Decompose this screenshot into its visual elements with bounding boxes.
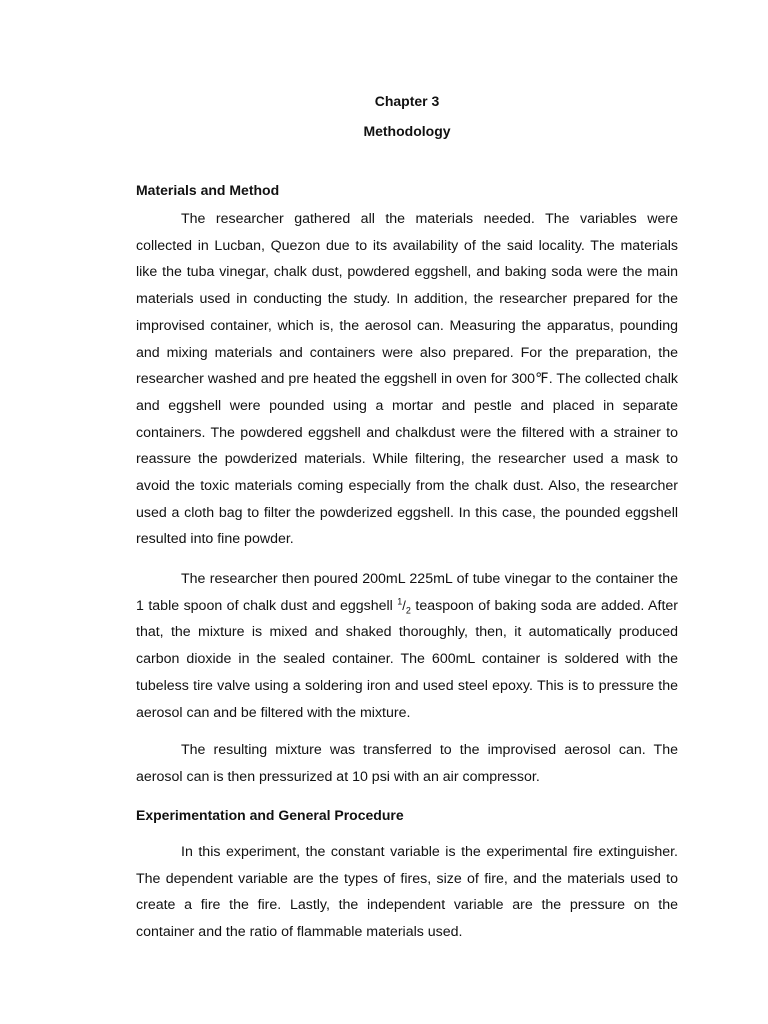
chapter-label: Chapter 3 — [374, 93, 440, 109]
section-heading-experimentation: Experimentation and General Procedure — [136, 807, 404, 823]
paragraph-materials-3: The resulting mixture was transferred to the improvised aerosol can. The aerosol can is then pressurized at 10 psi with an air compressor. — [136, 742, 678, 785]
paragraph-experimentation-1: In this experiment, the constant variable is the experimental fire extinguisher. The dependent variable are the types of fires, size of fire, and the materials used to create a fire the fire. Lastly, the independent variable are the pressure on the container and the ratio of flammable materials used. — [136, 844, 678, 941]
paragraph-materials-2 — [136, 566, 678, 726]
fraction-one-half: $^1/_2$ — [397, 596, 411, 616]
paragraph-text-part2: teaspoon of baking soda are added. After that, the mixture is mixed and shaked thoroughly, then, it automatically produced carbon dioxide in the sealed container. The 600mL container is soldered with the tubeless tire valve using a soldering iron and used steel epoxy. This is to pressure the aerosol can and be filtered with the mixture. — [136, 597, 679, 721]
chapter-title: Methodology — [363, 123, 451, 139]
fraction-denominator: 2 — [405, 605, 411, 616]
paragraph-materials-1: The researcher gathered all the materials needed. The variables were collected in Lucban, Quezon due to its availability of the said locality. The materials like the tuba vinegar, chalk dust, powdered eggshell, and baking soda were the main materials used in conducting the study. In addition, the researcher prepared for the improvised container, which is, the aerosol can. Measuring the apparatus, pounding and mixing materials and containers were also prepared. For the preparation, the researcher washed and pre heated the eggshell in oven for 300℉. The collected chalk and eggshell were pounded using a mortar and pestle and placed in separate containers. The powdered eggshell and chalkdust were the filtered with a strainer to reassure the powderized materials. While filtering, the researcher used a mask to avoid the toxic materials coming especially from the chalk dust. Also, the researcher used a cloth bag to filter the powderized eggshell. In this case, the pounded eggshell resulted into fine powder. — [136, 211, 678, 548]
section-heading-materials: Materials and Method — [136, 182, 280, 198]
paragraph-text-part1: The researcher then poured 200mL 225mL of tube vinegar to the container the 1 table spoon of chalk dust and eggshell — [136, 571, 678, 614]
fraction-numerator: 1 — [397, 596, 403, 607]
